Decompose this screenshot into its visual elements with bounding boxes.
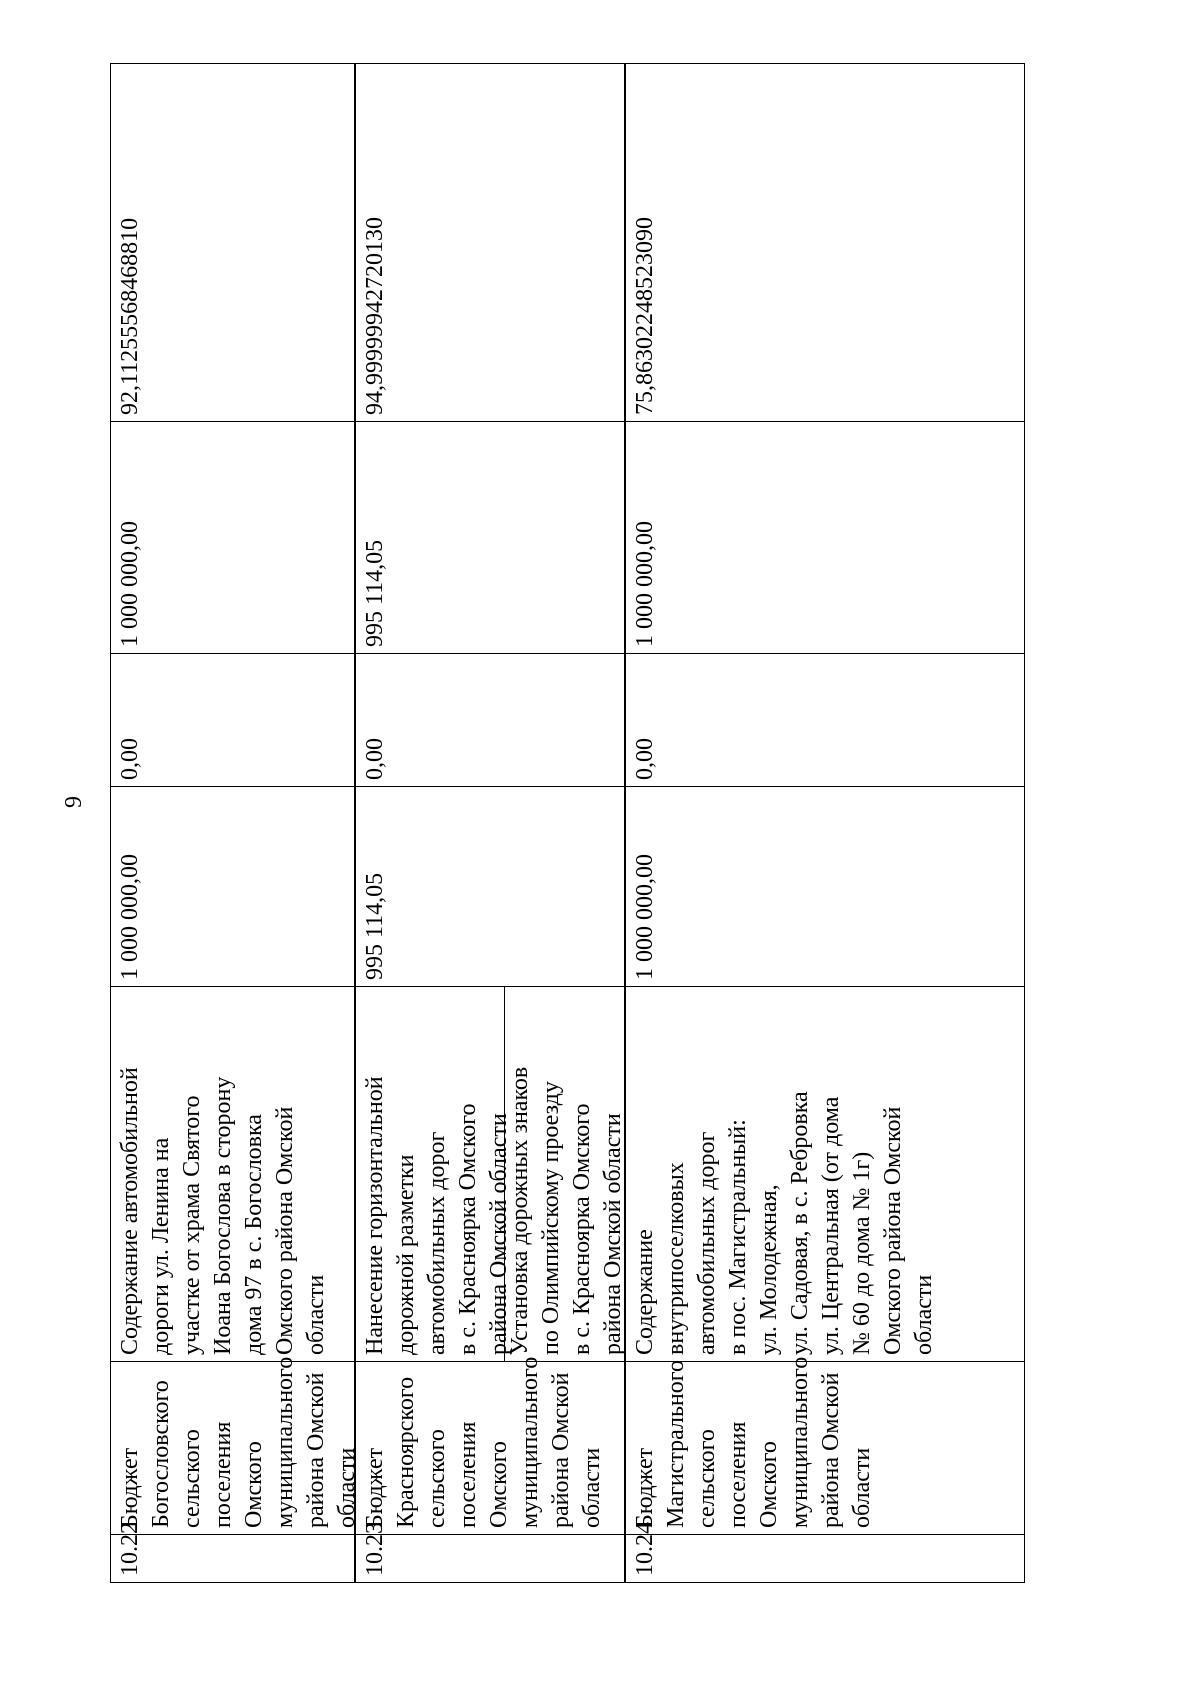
table-row bbox=[625, 63, 1025, 1583]
event-cell bbox=[626, 986, 1024, 1361]
budget-line: Омского bbox=[241, 1441, 267, 1528]
fact-cell bbox=[356, 421, 624, 653]
zero-cell bbox=[356, 653, 624, 786]
row-number-cell bbox=[356, 1522, 624, 1582]
budget-line: Бюджет bbox=[117, 1447, 143, 1528]
zero-cell bbox=[111, 653, 354, 786]
event-line: № 60 до дома № 1г) bbox=[849, 1151, 875, 1355]
fact-value: 995 114,05 bbox=[362, 539, 388, 647]
event-line: автомобильных дорог bbox=[424, 1131, 450, 1355]
percent-cell bbox=[626, 62, 1024, 421]
budget-line: района Омской bbox=[303, 1372, 329, 1528]
row-number: 10.24 bbox=[632, 1522, 658, 1576]
budget-line: Бюджет bbox=[362, 1447, 388, 1528]
row-number: 10.23 bbox=[362, 1522, 388, 1576]
budget-line: сельского bbox=[179, 1429, 205, 1528]
zero-value: 0,00 bbox=[632, 738, 658, 780]
event-subcell bbox=[504, 987, 624, 1361]
percent-cell bbox=[356, 62, 624, 421]
budget-line: Омского bbox=[756, 1441, 782, 1528]
budget-line: Магистрального bbox=[663, 1360, 689, 1528]
plan-value: 995 114,05 bbox=[362, 872, 388, 980]
fact-cell bbox=[626, 421, 1024, 653]
event-line: Омского района Омской bbox=[880, 1106, 906, 1355]
event-line: внутрипоселковых bbox=[663, 1162, 689, 1355]
percent-value: 92,1125556846881​0 bbox=[117, 217, 143, 415]
event-line: в с. Красноярка Омского bbox=[569, 1103, 595, 1355]
plan-value: 1 000 000,00 bbox=[117, 854, 143, 980]
percent-cell bbox=[111, 62, 354, 421]
event-line: дорожной разметки bbox=[393, 1154, 419, 1355]
event-line: района Омской области bbox=[486, 1113, 512, 1355]
fact-value: 1 000 000,00 bbox=[632, 521, 658, 647]
budget-line: Омского bbox=[486, 1441, 512, 1528]
budget-line: области bbox=[849, 1447, 875, 1528]
plan-cell bbox=[356, 786, 624, 986]
event-line: Иоана Богослова в сторону bbox=[210, 1076, 236, 1355]
event-line: Установка дорожных знаков bbox=[507, 1066, 533, 1355]
zero-cell bbox=[626, 653, 1024, 786]
budget-line: сельского bbox=[694, 1429, 720, 1528]
zero-value: 0,00 bbox=[362, 738, 388, 780]
zero-value: 0,00 bbox=[117, 738, 143, 780]
budget-cell bbox=[356, 1356, 624, 1534]
table-row bbox=[110, 63, 360, 1583]
budget-line: муниципального bbox=[272, 1356, 298, 1528]
event-line: участке от храма Святого bbox=[179, 1095, 205, 1355]
plan-cell bbox=[626, 786, 1024, 986]
plan-value: 1 000 000,00 bbox=[632, 854, 658, 980]
event-line: дома 97 в с. Богословка bbox=[241, 1114, 267, 1355]
budget-line: области bbox=[579, 1447, 605, 1528]
event-line: по Олимпийскому проезду bbox=[538, 1081, 564, 1355]
event-line: в с. Красноярка Омского bbox=[455, 1103, 481, 1355]
table-row bbox=[355, 63, 625, 1583]
row-number: 10.22 bbox=[117, 1522, 143, 1576]
event-line: Содержание bbox=[632, 1229, 658, 1355]
budget-line: муниципального bbox=[787, 1356, 813, 1528]
event-line: автомобильных дорог bbox=[694, 1131, 720, 1355]
budget-line: района Омской bbox=[818, 1372, 844, 1528]
event-line: области bbox=[303, 1274, 329, 1355]
event-cell bbox=[356, 986, 624, 1361]
event-subcell bbox=[356, 987, 512, 1361]
budget-line: поселения bbox=[210, 1421, 236, 1528]
percent-value: 94,99999942720130 bbox=[362, 217, 388, 415]
page-number: 9 bbox=[61, 796, 87, 808]
budget-cell bbox=[626, 1356, 1024, 1534]
budget-line: Бюджет bbox=[632, 1447, 658, 1528]
budget-line: района Омской bbox=[548, 1372, 574, 1528]
budget-line: Красноярского bbox=[393, 1376, 419, 1528]
event-cell bbox=[111, 986, 354, 1361]
rotated-table bbox=[110, 63, 1025, 1583]
budget-cell bbox=[111, 1356, 360, 1534]
event-line: Омского района Омской bbox=[272, 1106, 298, 1355]
budget-line: области bbox=[334, 1447, 360, 1528]
event-line: дороги ул. Ленина на bbox=[148, 1137, 174, 1355]
event-line: Содержание автомобильной bbox=[117, 1067, 143, 1355]
row-number-cell bbox=[626, 1522, 1024, 1582]
budget-line: поселения bbox=[455, 1421, 481, 1528]
event-line: ул. Молодежная, bbox=[756, 1184, 782, 1355]
event-line: области bbox=[911, 1274, 937, 1355]
event-line: ул. Центральная (от дома bbox=[818, 1096, 844, 1355]
budget-line: Богословского bbox=[148, 1380, 174, 1528]
budget-line: муниципального bbox=[517, 1356, 543, 1528]
fact-value: 1 000 000,00 bbox=[117, 521, 143, 647]
plan-cell bbox=[111, 786, 354, 986]
event-line: ул. Садовая, в с. Ребровка bbox=[787, 1091, 813, 1355]
event-line: района Омской области bbox=[600, 1113, 626, 1355]
event-line: в пос. Магистральный: bbox=[725, 1119, 751, 1355]
percent-value: 75,86302248523090 bbox=[632, 217, 658, 415]
budget-line: поселения bbox=[725, 1421, 751, 1528]
fact-cell bbox=[111, 421, 354, 653]
row-number-cell bbox=[111, 1522, 354, 1582]
event-line: Нанесение горизонтальной bbox=[362, 1076, 388, 1355]
budget-line: сельского bbox=[424, 1429, 450, 1528]
